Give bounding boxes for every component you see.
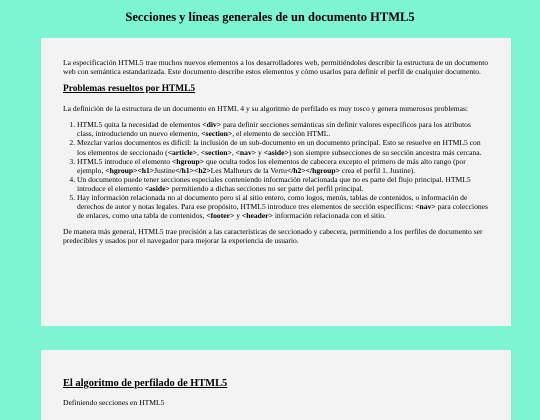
intro-paragraph: La especificación HTML5 trae muchos nuevos elementos a los desarrolladores web, permitiéndoles describir la estructura de un documento web con semántica estandarizada. Este documento describe estos elementos y cómo usarlos para definir el perfil de cualquier documento. xyxy=(63,58,489,77)
html-tag-code: <hgroup> xyxy=(171,156,205,166)
content-card-algorithm xyxy=(41,350,511,420)
problem-item-text: permitiendo a dichas secciones no ser parte del perfil principal. xyxy=(169,183,364,193)
problem-item-text: y xyxy=(234,211,242,221)
html-tag-code: <section> xyxy=(200,147,232,157)
html-tag-code: <footer> xyxy=(206,211,235,221)
problem-item-text: Hay información relacionada no al documento pero sí al sitio entero, como logos, menús, tablas de contenidos, o información de derechos de autor y notas legales. Para ese propósito, HTML5 introduce tres elementos de sección específicos: xyxy=(77,193,468,212)
problem-item-text: para definir secciones semánticas sin definir valores específicos para los atributos class, introduciendo un nuevo elemento, xyxy=(77,120,471,139)
html-tag-code: <section> xyxy=(201,129,233,139)
problem-item-text: Un documento puede tener secciones especiales conteniendo información relacionada que no es parte del flujo principal. HTML5 introduce el elemento xyxy=(77,174,471,193)
problem-item xyxy=(77,175,489,193)
html-tag-code: <div> xyxy=(202,120,222,130)
problem-item-text: Les Malheurs de la Vertu xyxy=(210,165,287,175)
html-tag-code: <article> xyxy=(167,147,197,157)
html-tag-code: </h2></hgroup> xyxy=(286,165,340,175)
problem-item-text: , xyxy=(231,147,236,157)
html-tag-code: <nav> xyxy=(235,147,257,157)
page-title: Secciones y líneas generales de un documento HTML5 xyxy=(125,10,415,24)
problem-item-text: que oculta todos los elementos de cabecera excepto el primero de más alto rango (por ejemplo, xyxy=(77,156,466,175)
problem-item-text: , el elemento de sección HTML. xyxy=(232,129,331,139)
problem-item-text: para colecciones de enlaces, como una tabla de contenidos, xyxy=(77,202,488,221)
problem-item-text: información relacionada con el sitio. xyxy=(272,211,386,221)
html-tag-code: <nav> xyxy=(415,202,436,212)
subsection-heading-partial: Definiendo secciones en HTML5 xyxy=(63,398,165,407)
html-tag-code: </h1><h2> xyxy=(175,165,211,175)
problem-item-text: , xyxy=(197,147,201,157)
problem-item-text: HTML5 introduce el elemento xyxy=(77,156,172,166)
problem-item-text: HTML5 quita la necesidad de elementos xyxy=(77,120,203,130)
section-heading-problems: Problemas resueltos por HTML5 xyxy=(63,84,196,95)
content-card-problems xyxy=(41,38,511,326)
problem-item xyxy=(77,193,489,220)
conclusion-paragraph: De manera más general, HTML5 trae precisión a las características de seccionado y cabecera, permitiendo a los perfiles de documento ser predecibles y usados por el navegador para mejorar la experiencia de usuario. xyxy=(63,227,483,246)
section-heading-algorithm: El algoritmo de perfilado de HTML5 xyxy=(63,378,228,389)
html-tag-code: <aside> xyxy=(144,183,170,193)
problem-item-text: Mezclar varios documentos es difícil: la inclusión de un sub-documento en un documento principal. Esto se resuelve en HTML5 con los elementos de seccionado ( xyxy=(77,138,481,157)
problems-list xyxy=(63,120,489,220)
problem-item-text: crea el perfil 1. Justine). xyxy=(339,165,416,175)
problem-item-text: Justine xyxy=(154,165,176,175)
lead-paragraph: La definición de la estructura de un documento en HTML 4 y su algoritmo de perfilado es muy tosco y genera numerosos problemas: xyxy=(63,104,469,114)
html-tag-code: <hgroup><h1> xyxy=(105,165,155,175)
problem-item xyxy=(77,138,489,156)
html-tag-code: <aside> xyxy=(263,147,289,157)
problem-item-text: y xyxy=(256,147,264,157)
html-tag-code: <header> xyxy=(241,211,273,221)
problem-item xyxy=(77,157,489,175)
problem-item-text: ) son siempre subsecciones de su sección ancestra más cercana. xyxy=(288,147,482,157)
problem-item xyxy=(77,120,489,138)
